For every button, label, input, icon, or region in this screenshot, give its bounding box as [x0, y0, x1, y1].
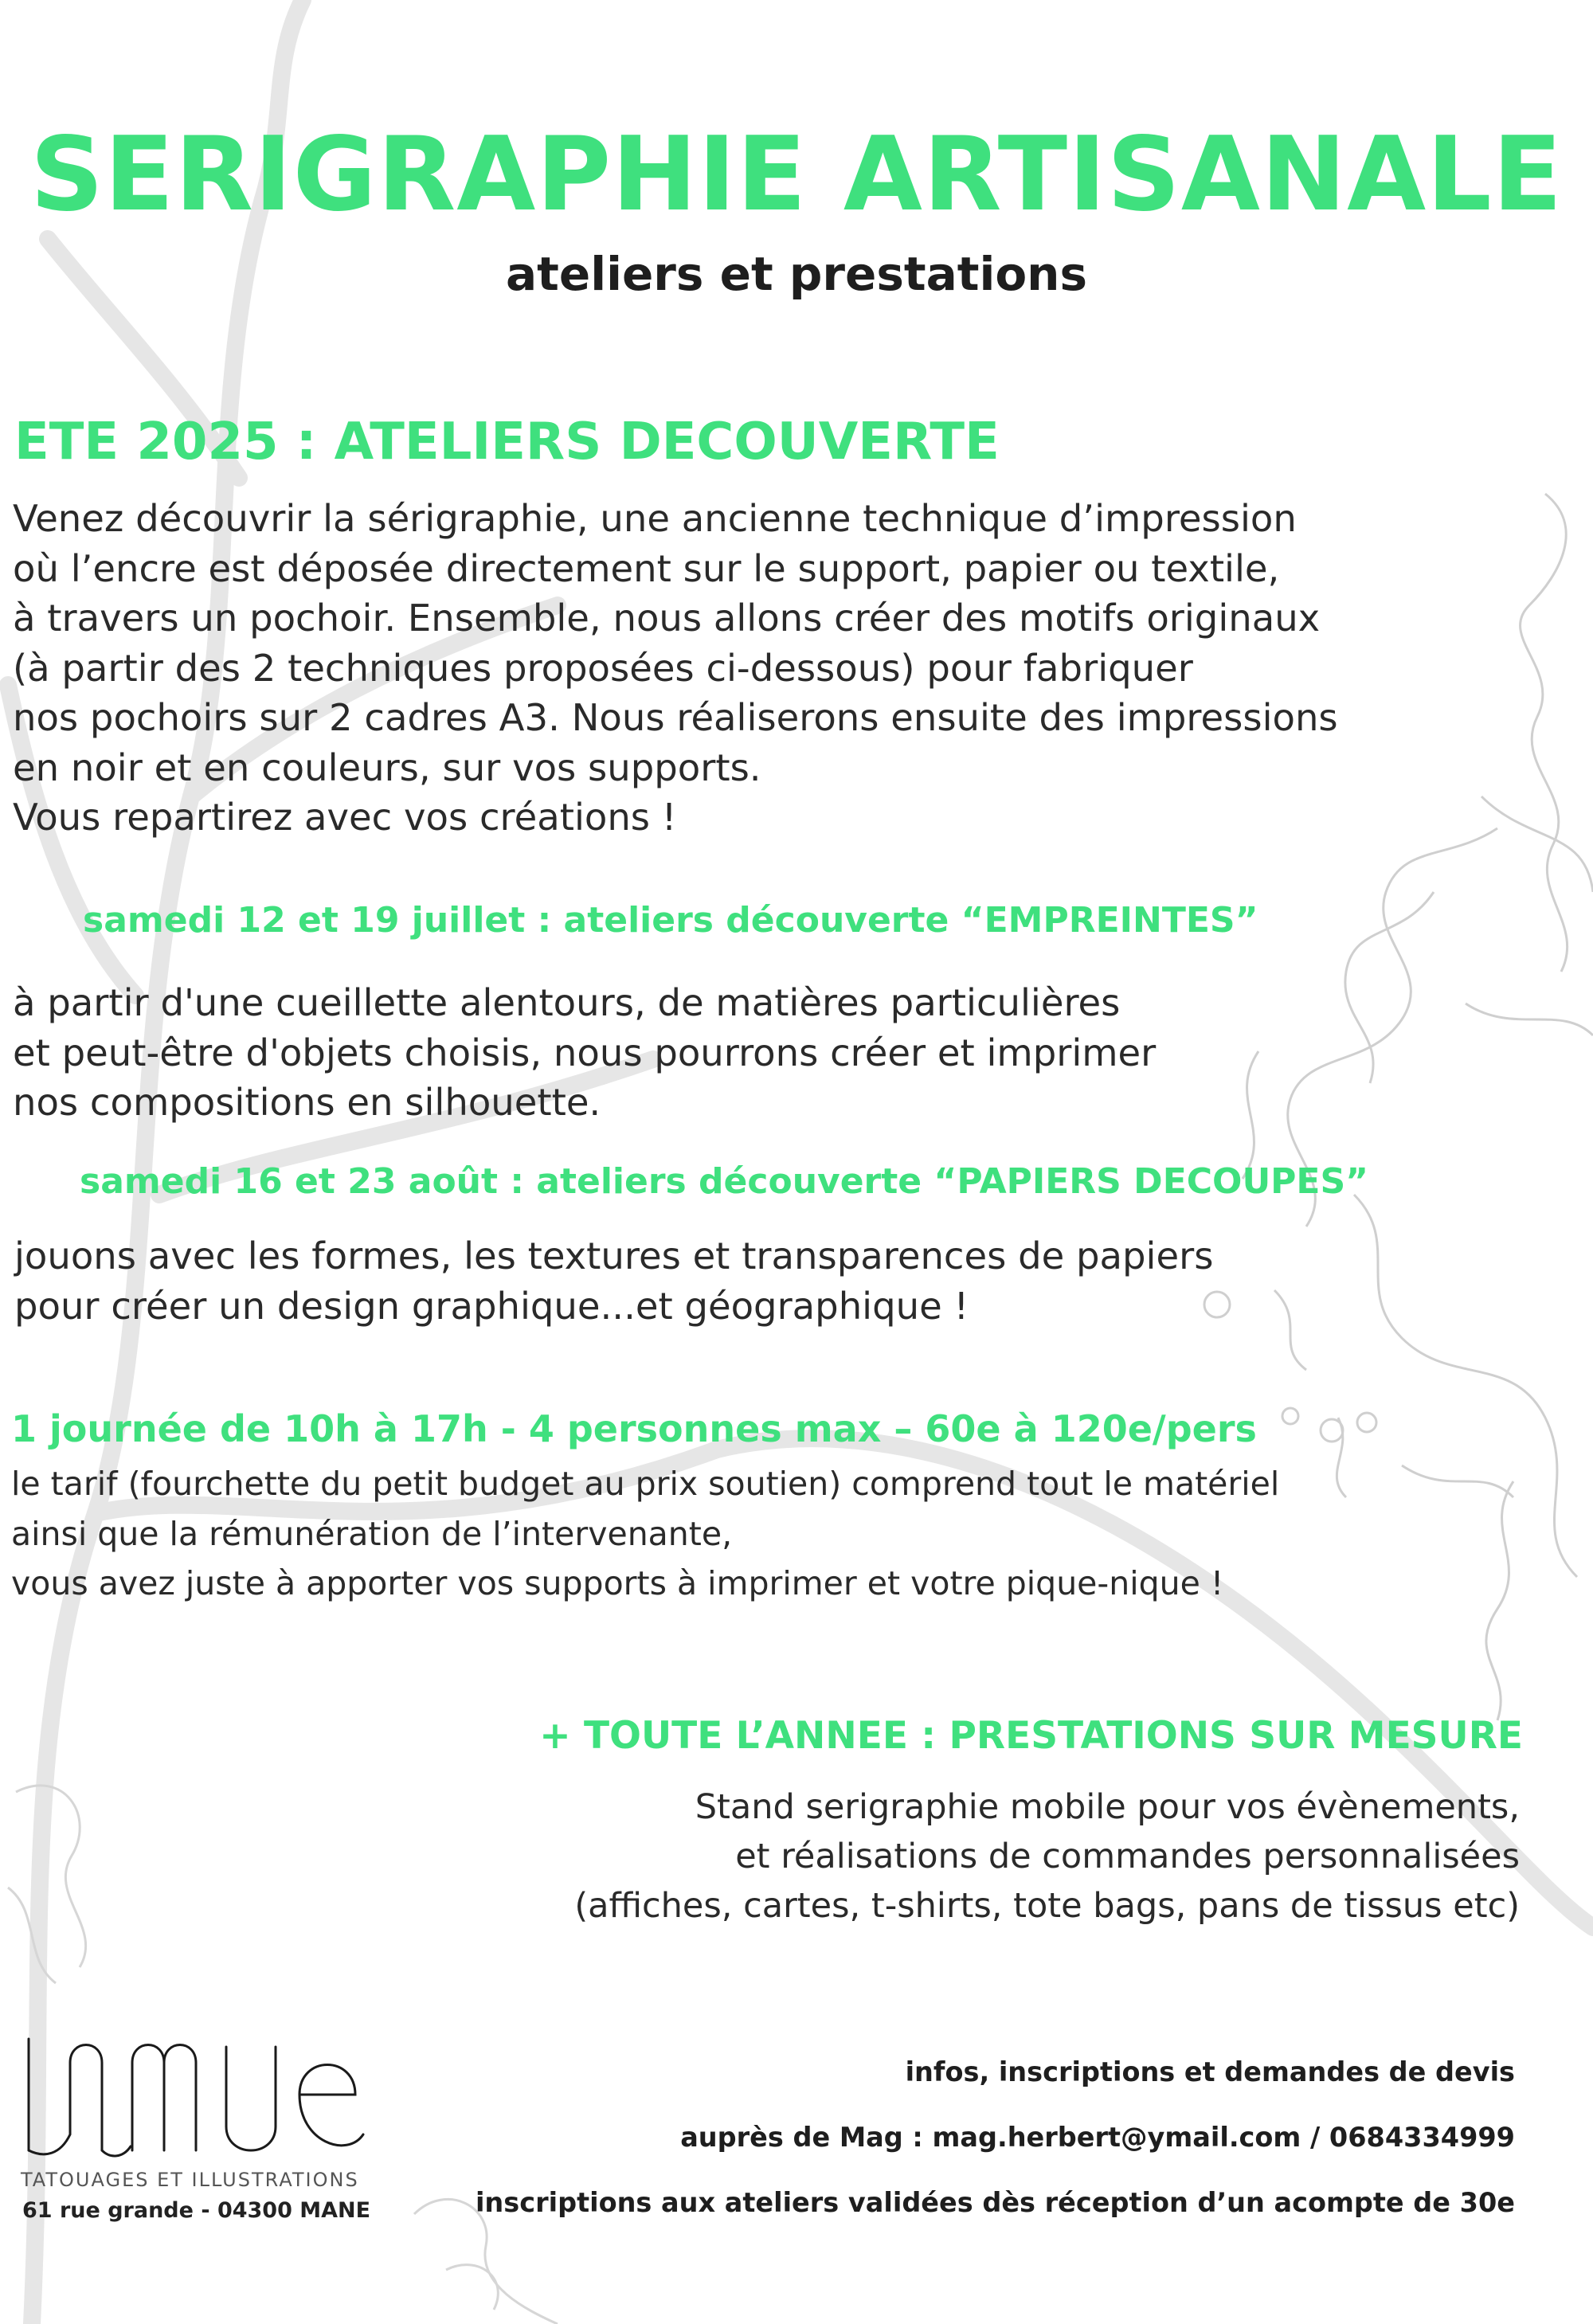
intro-line: nos pochoirs sur 2 cadres A3. Nous réaliserons ensuite des impressions: [13, 696, 1338, 739]
session-line: nos compositions en silhouette.: [13, 1081, 601, 1124]
contact-info: [476, 2056, 1515, 2252]
year-round-heading: + TOUTE L’ANNEE : PRESTATIONS SUR MESURE: [539, 1714, 1523, 1758]
page-subtitle: ateliers et prestations: [506, 247, 1087, 301]
logo-wordmark: LAMUE: [13, 2003, 57, 2018]
pricing-line: vous avez juste à apporter vos supports à imprimer et votre pique-nique !: [11, 1564, 1224, 1602]
intro-line: Venez découvrir la sérigraphie, une ancienne technique d’impression: [13, 497, 1297, 540]
session-empreintes-title: samedi 12 et 19 juillet : ateliers découverte “EMPREINTES”: [83, 900, 1258, 941]
studio-address: 61 rue grande - 04300 MANE: [22, 2198, 371, 2223]
session-line: jouons avec les formes, les textures et transparences de papiers: [14, 1234, 1214, 1277]
intro-line: (à partir des 2 techniques proposées ci-dessous) pour fabriquer: [13, 646, 1193, 690]
year-round-description: [574, 1782, 1520, 1931]
session-papiers-decoupes-title: samedi 16 et 23 août : ateliers découverte “PAPIERS DECOUPES”: [80, 1161, 1369, 1202]
year-round-line: et réalisations de commandes personnalisées: [735, 1837, 1520, 1876]
year-round-line: Stand serigraphie mobile pour vos évènements,: [695, 1787, 1520, 1827]
pricing-line: le tarif (fourchette du petit budget au prix soutien) comprend tout le matériel: [11, 1465, 1280, 1503]
intro-paragraph: [13, 494, 1338, 843]
pricing-details: [11, 1459, 1279, 1609]
session-line: et peut-être d'objets choisis, nous pourrons créer et imprimer: [13, 1031, 1157, 1074]
session-line: à partir d'une cueillette alentours, de matières particulières: [13, 981, 1121, 1024]
year-round-line: (affiches, cartes, t-shirts, tote bags, pans de tissus etc): [574, 1886, 1520, 1926]
page-title: SERIGRAPHIE ARTISANALE: [29, 115, 1564, 234]
contact-line: infos, inscriptions et demandes de devis: [905, 2056, 1515, 2087]
intro-line: à travers un pochoir. Ensemble, nous allons créer des motifs originaux: [13, 597, 1321, 640]
intro-line: en noir et en couleurs, sur vos supports.: [13, 745, 761, 789]
pricing-line: ainsi que la rémunération de l’intervenante,: [11, 1514, 733, 1553]
contact-line: auprès de Mag : mag.herbert@ymail.com / 0684334999: [680, 2122, 1515, 2153]
summer-workshops-heading: ETE 2025 : ATELIERS DECOUVERTE: [14, 413, 1000, 471]
intro-line: Vous repartirez avec vos créations !: [13, 796, 677, 839]
pricing-heading: 1 journée de 10h à 17h - 4 personnes max – 60e à 120e/pers: [11, 1407, 1257, 1450]
intro-line: où l’encre est déposée directement sur le support, papier ou textile,: [13, 546, 1280, 590]
session-empreintes-description: [13, 978, 1156, 1128]
session-line: pour créer un design graphique...et géographique !: [14, 1284, 969, 1328]
session-papiers-decoupes-description: [14, 1231, 1213, 1331]
logo-tagline: TATOUAGES ET ILLUSTRATIONS: [21, 2169, 359, 2191]
contact-line: inscriptions aux ateliers validées dès réception d’un acompte de 30e: [475, 2187, 1515, 2218]
